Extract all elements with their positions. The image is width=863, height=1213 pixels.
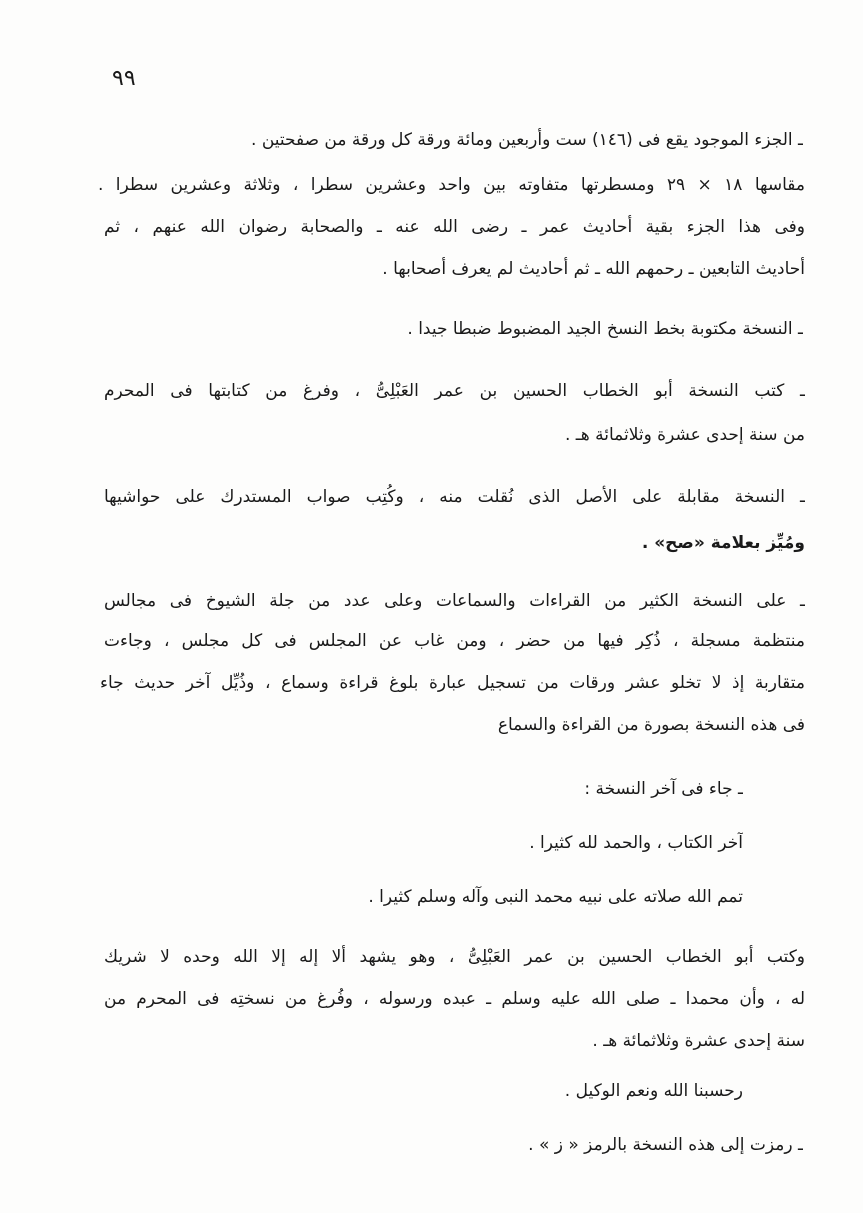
text-line: ـ رمزت إلى هذه النسخة بالرمز « ز » . (528, 1135, 803, 1155)
text-line: ـ كتب النسخة أبو الخطاب الحسين بن عمر العَبْلِىُّ ، وفرغ من كتابتها فى المحرم (104, 381, 805, 401)
page-number: ٩٩ (112, 66, 136, 91)
text-line: متقاربة إذ لا تخلو عشر ورقات من تسجيل عبارة بلوغ قراءة وسماع ، وذُيِّل آخر حديث جاء (100, 673, 805, 693)
text-line: ـ الجزء الموجود يقع فى (١٤٦) ست وأربعين ومائة ورقة كل ورقة من صفحتين . (251, 130, 803, 150)
text-line: وفى هذا الجزء بقية أحاديث عمر ـ رضى الله عنه ـ والصحابة رضوان الله عنهم ، ثم (104, 217, 805, 237)
text-line: وكتب أبو الخطاب الحسين بن عمر العَبْلِىُّ ، وهو يشهد ألا إله إلا الله وحده لا شريك (104, 947, 805, 967)
text-line: منتظمة مسجلة ، ذُكِر فيها من حضر ، ومن غاب عن المجلس فى كل مجلس ، وجاءت (104, 631, 805, 651)
text-line: أحاديث التابعين ـ رحمهم الله ـ ثم أحاديث لم يعرف أصحابها . (382, 259, 805, 279)
text-line: له ، وأن محمدا ـ صلى الله عليه وسلم ـ عبده ورسوله ، وفُرغ من نسختِه فى المحرم من (104, 989, 805, 1009)
text-line: مقاسها ١٨ × ٢٩ ومسطرتها متفاوته بين واحد وعشرين سطرا ، وثلاثة وعشرين سطرا . (98, 175, 805, 195)
text-line: آخر الكتاب ، والحمد لله كثيرا . (529, 833, 743, 853)
text-line: ـ جاء فى آخر النسخة : (584, 779, 743, 799)
text-line: تمم الله صلاته على نبيه محمد النبى وآله وسلم كثيرا . (368, 887, 743, 907)
text-line: ـ على النسخة الكثير من القراءات والسماعات وعلى عدد من جلة الشيوخ فى مجالس (104, 591, 805, 611)
text-line: فى هذه النسخة بصورة من القراءة والسماع (497, 715, 805, 735)
text-line: سنة إحدى عشرة وثلاثمائة هـ . (592, 1031, 805, 1051)
text-line: ـ النسخة مقابلة على الأصل الذى نُقلت منه ، وكُتِب صواب المستدرك على حواشيها (104, 487, 805, 507)
text-line: ـ النسخة مكتوبة بخط النسخ الجيد المضبوط ضبطا جيدا . (407, 319, 803, 339)
text-line: رحسبنا الله ونعم الوكيل . (564, 1081, 743, 1101)
text-line: ومُيِّز بعلامة «صح» . (641, 533, 805, 553)
text-line: من سنة إحدى عشرة وثلاثمائة هـ . (564, 425, 805, 445)
